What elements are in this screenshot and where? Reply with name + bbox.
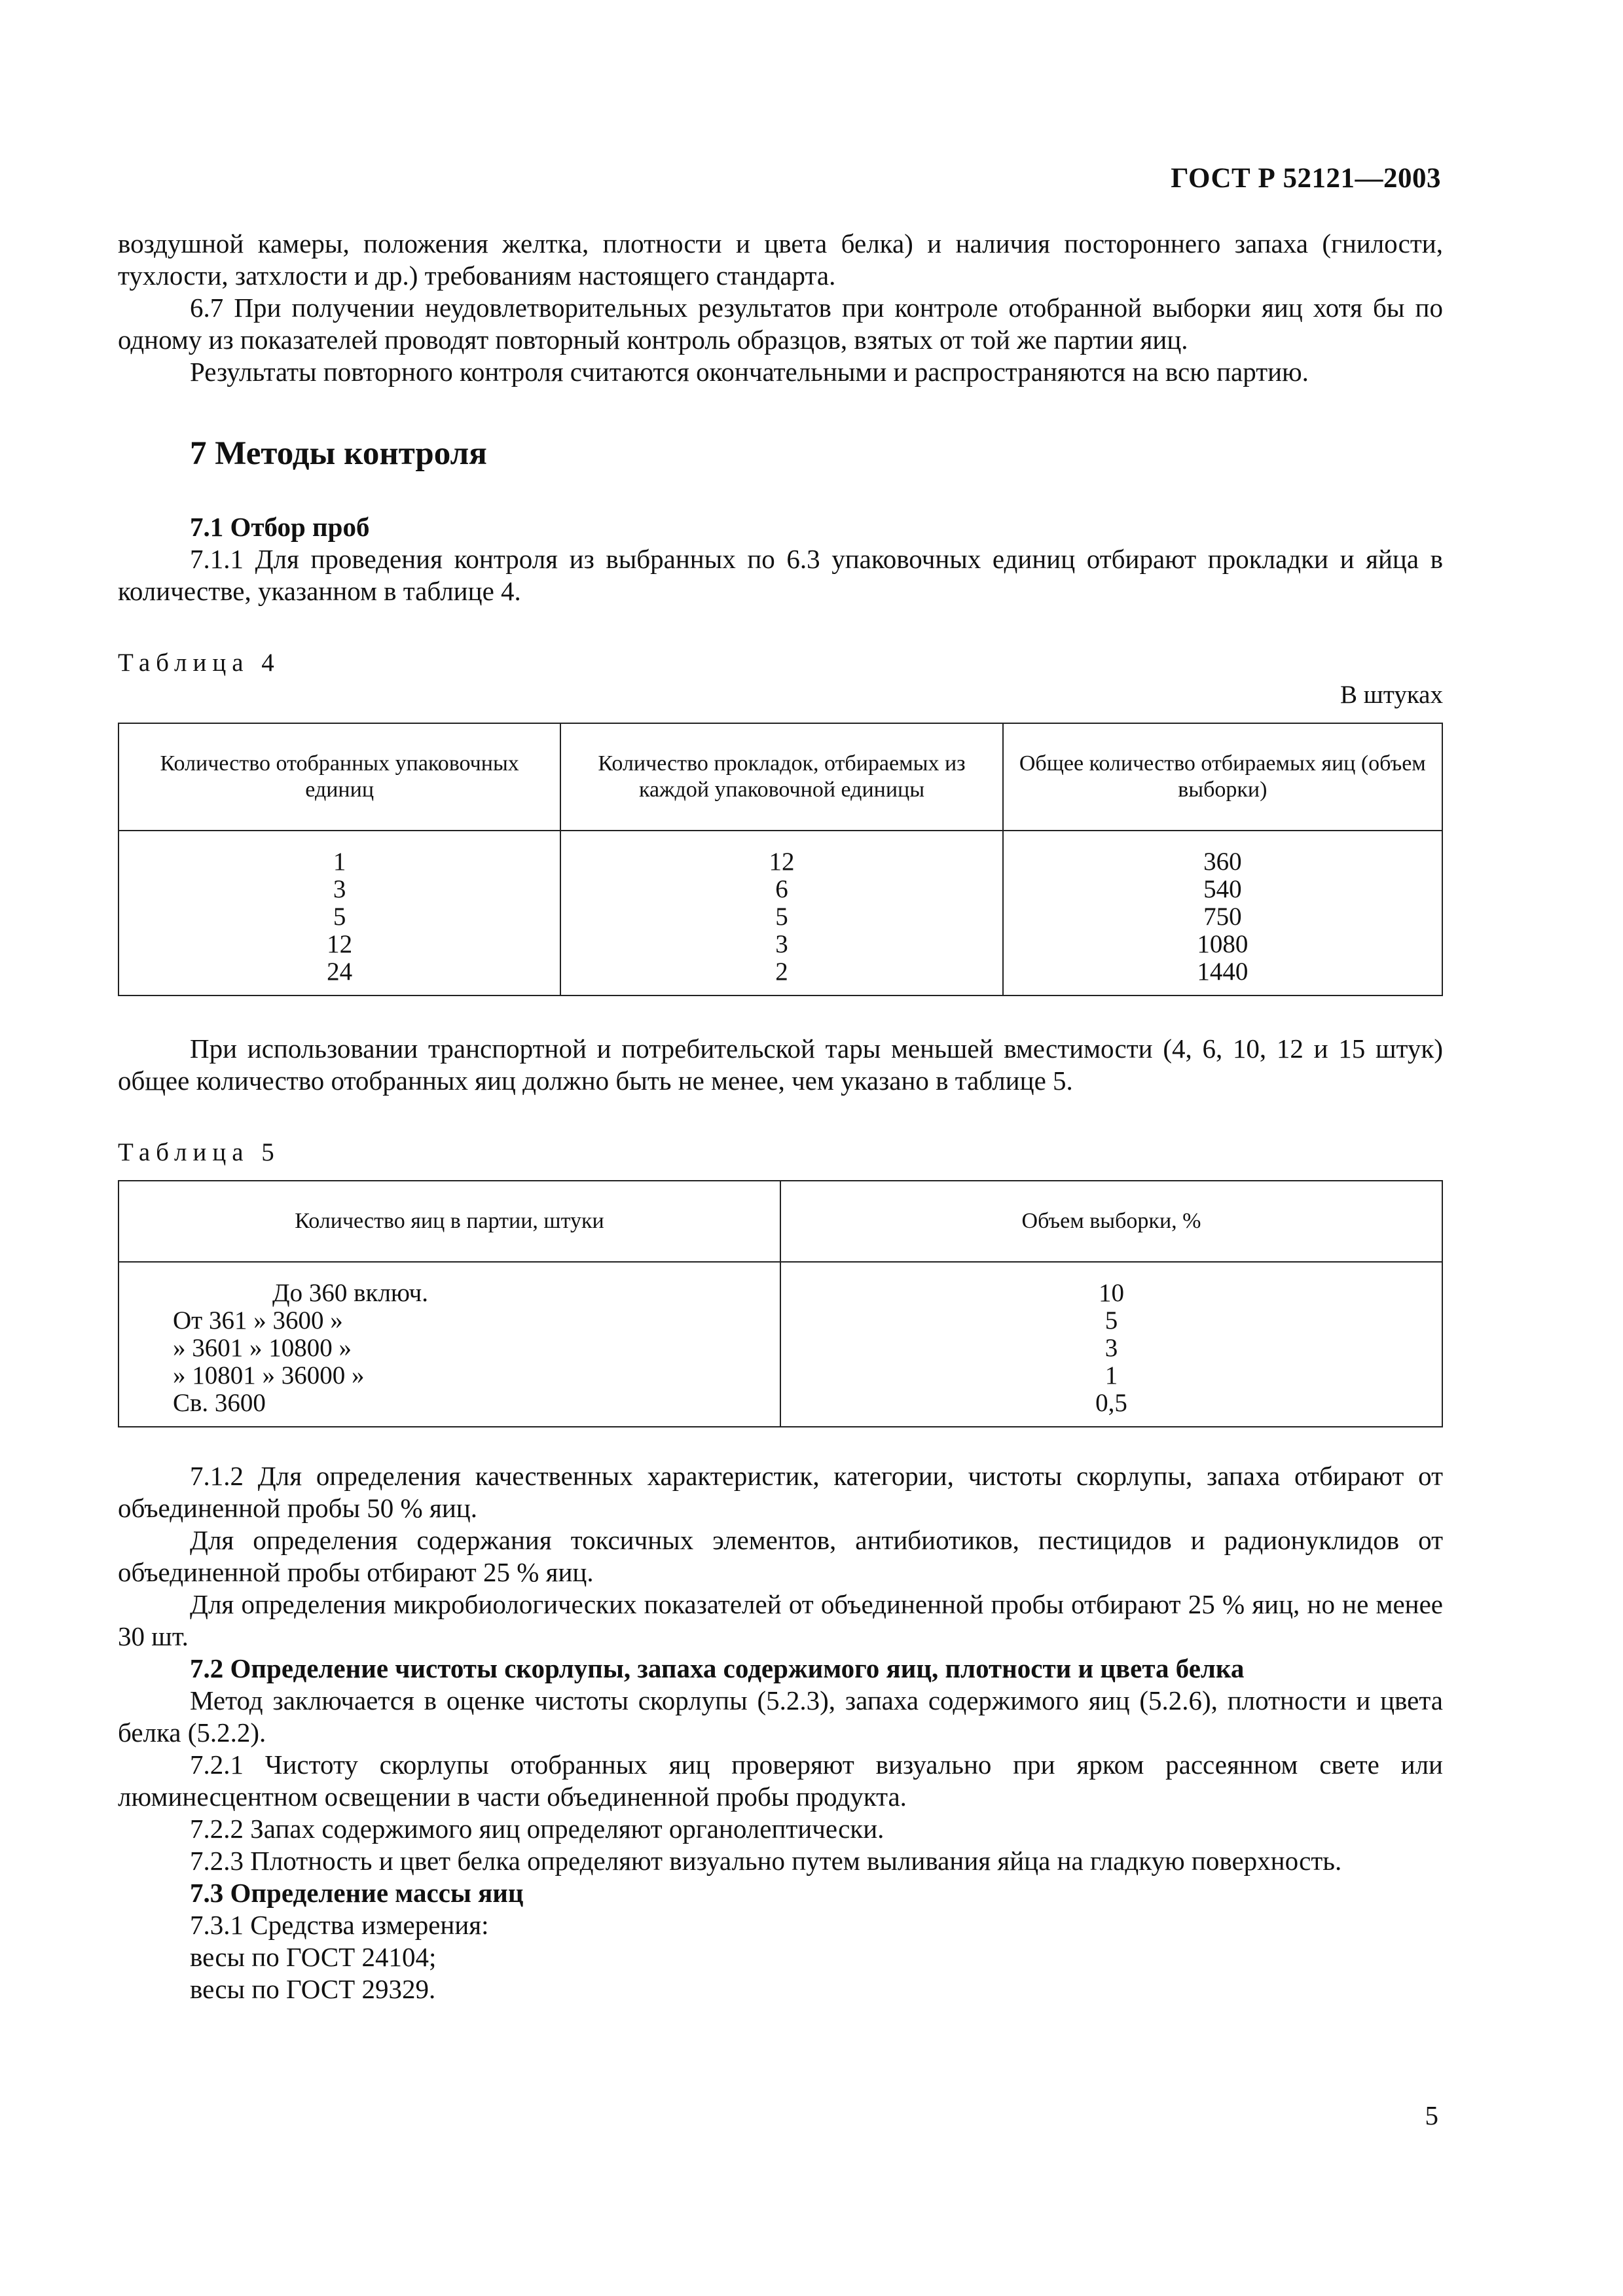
table-cell: 3 [333, 875, 346, 903]
table-4 [118, 723, 1443, 996]
table-5-body-row [119, 1262, 1442, 1427]
table-4-col-3 [1003, 831, 1442, 996]
intro-paragraph-1: воздушной камеры, положения желтка, плотности и цвета белка) и наличия постороннего запаха (гнилости, тухлости, затхлости и др.) требованиям настоящего стандарта. [118, 228, 1443, 291]
paragraph-7-1-2: 7.1.2 Для определения качественных характеристик, категории, чистоты скорлупы, запаха отбирают от объединенной пробы 50 % яиц. [118, 1461, 1443, 1523]
table-cell: Св. 3600 [173, 1389, 266, 1417]
table-cell: 24 [327, 958, 353, 986]
table-4-header-1: Количество отобранных упаковочных единиц [119, 723, 560, 831]
table-cell: До 360 включ. [272, 1279, 428, 1307]
document-code-header: ГОСТ Р 52121—2003 [1171, 163, 1441, 194]
table-4-col-1 [119, 831, 560, 996]
document-body [118, 228, 1443, 2005]
table-cell: 360 [1203, 848, 1242, 876]
table-4-title: Таблица 4 [118, 649, 280, 677]
table-5-header-row [119, 1181, 1442, 1262]
table-5-title: Таблица 5 [118, 1138, 280, 1166]
paragraph-7-2-method: Метод заключается в оценке чистоты скорлупы (5.2.3), запаха содержимого яиц (5.2.6), плотности и цвета белка (5.2.2). [118, 1685, 1443, 1748]
table-5-header-1: Количество яиц в партии, штуки [119, 1181, 780, 1262]
table-5-col-2 [780, 1262, 1442, 1427]
paragraph-7-2-1: 7.2.1 Чистоту скорлупы отобранных яиц проверяют визуально при ярком рассеянном свете или люминесцентном освещении в части объединенной пробы продукта. [118, 1749, 1443, 1812]
table-cell: 0,5 [1095, 1389, 1127, 1417]
table-4-header-3: Общее количество отбираемых яиц (объем выборки) [1003, 723, 1442, 831]
table-cell: 12 [327, 930, 353, 958]
paragraph-6-7: 6.7 При получении неудовлетворительных результатов при контроле отобранной выборки яиц хотя бы по одному из показателей проводят повторный контроль образцов, взятых от той же партии яиц. [118, 293, 1443, 355]
table-cell: 12 [769, 848, 795, 876]
paragraph-scales-24104: весы по ГОСТ 24104; [190, 1942, 437, 1972]
table-cell: 2 [775, 958, 788, 986]
table-cell: » 3601 » 10800 » [173, 1334, 352, 1362]
table-cell: 540 [1203, 875, 1242, 903]
table-cell: 1 [1104, 1361, 1118, 1390]
table-cell: 3 [1104, 1334, 1118, 1362]
paragraph-smaller-containers: При использовании транспортной и потребительской тары меньшей вместимости (4, 6, 10, 12 и 15 штук) общее количество отобранных яиц должно быть не менее, чем указано в таблице 5. [118, 1033, 1443, 1096]
table-5-col-1 [119, 1262, 780, 1427]
paragraph-7-3-1: 7.3.1 Средства измерения: [190, 1910, 489, 1940]
table-cell: 6 [775, 875, 788, 903]
paragraph-7-1-1: 7.1.1 Для проведения контроля из выбранных по 6.3 упаковочных единиц отбирают прокладки и яйца в количестве, указанном в таблице 4. [118, 544, 1443, 606]
subsection-7-2-title: 7.2 Определение чистоты скорлупы, запаха содержимого яиц, плотности и цвета белка [190, 1653, 1245, 1683]
table-cell: 5 [775, 903, 788, 931]
paragraph-toxic-elements: Для определения содержания токсичных элементов, антибиотиков, пестицидов и радионуклидов от объединенной пробы отбирают 25 % яиц. [118, 1525, 1443, 1587]
table-cell: 750 [1203, 903, 1242, 931]
table-4-header-row [119, 723, 1442, 831]
table-4-col-2 [560, 831, 1002, 996]
table-cell: » 10801 » 36000 » [173, 1361, 365, 1390]
table-cell: 5 [1104, 1306, 1118, 1335]
paragraph-scales-29329: весы по ГОСТ 29329. [190, 1974, 436, 2004]
table-4-units: В штуках [1340, 681, 1443, 709]
table-5-header-2: Объем выборки, % [780, 1181, 1442, 1262]
subsection-7-1-title: 7.1 Отбор проб [190, 512, 370, 542]
table-cell: 10 [1099, 1279, 1124, 1307]
paragraph-6-7-result: Результаты повторного контроля считаются окончательными и распространяются на всю партию. [190, 357, 1309, 387]
table-5 [118, 1180, 1443, 1427]
section-7-title: 7 Методы контроля [190, 435, 487, 472]
table-cell: 3 [775, 930, 788, 958]
table-cell: 1 [333, 848, 346, 876]
table-cell: 5 [333, 903, 346, 931]
table-cell: 1440 [1197, 958, 1249, 986]
table-cell: От 361 » 3600 » [173, 1306, 343, 1335]
table-cell: 1080 [1197, 930, 1249, 958]
paragraph-microbiology: Для определения микробиологических показателей от объединенной пробы отбирают 25 % яиц, но не менее 30 шт. [118, 1589, 1443, 1651]
table-4-header-2: Количество прокладок, отбираемых из каждой упаковочной единицы [560, 723, 1002, 831]
page-number: 5 [1425, 2100, 1438, 2130]
table-4-body-row [119, 831, 1442, 996]
paragraph-7-2-2: 7.2.2 Запах содержимого яиц определяют органолептически. [190, 1814, 884, 1844]
subsection-7-3-title: 7.3 Определение массы яиц [190, 1878, 524, 1908]
paragraph-7-2-3: 7.2.3 Плотность и цвет белка определяют визуально путем выливания яйца на гладкую поверхность. [190, 1846, 1342, 1876]
